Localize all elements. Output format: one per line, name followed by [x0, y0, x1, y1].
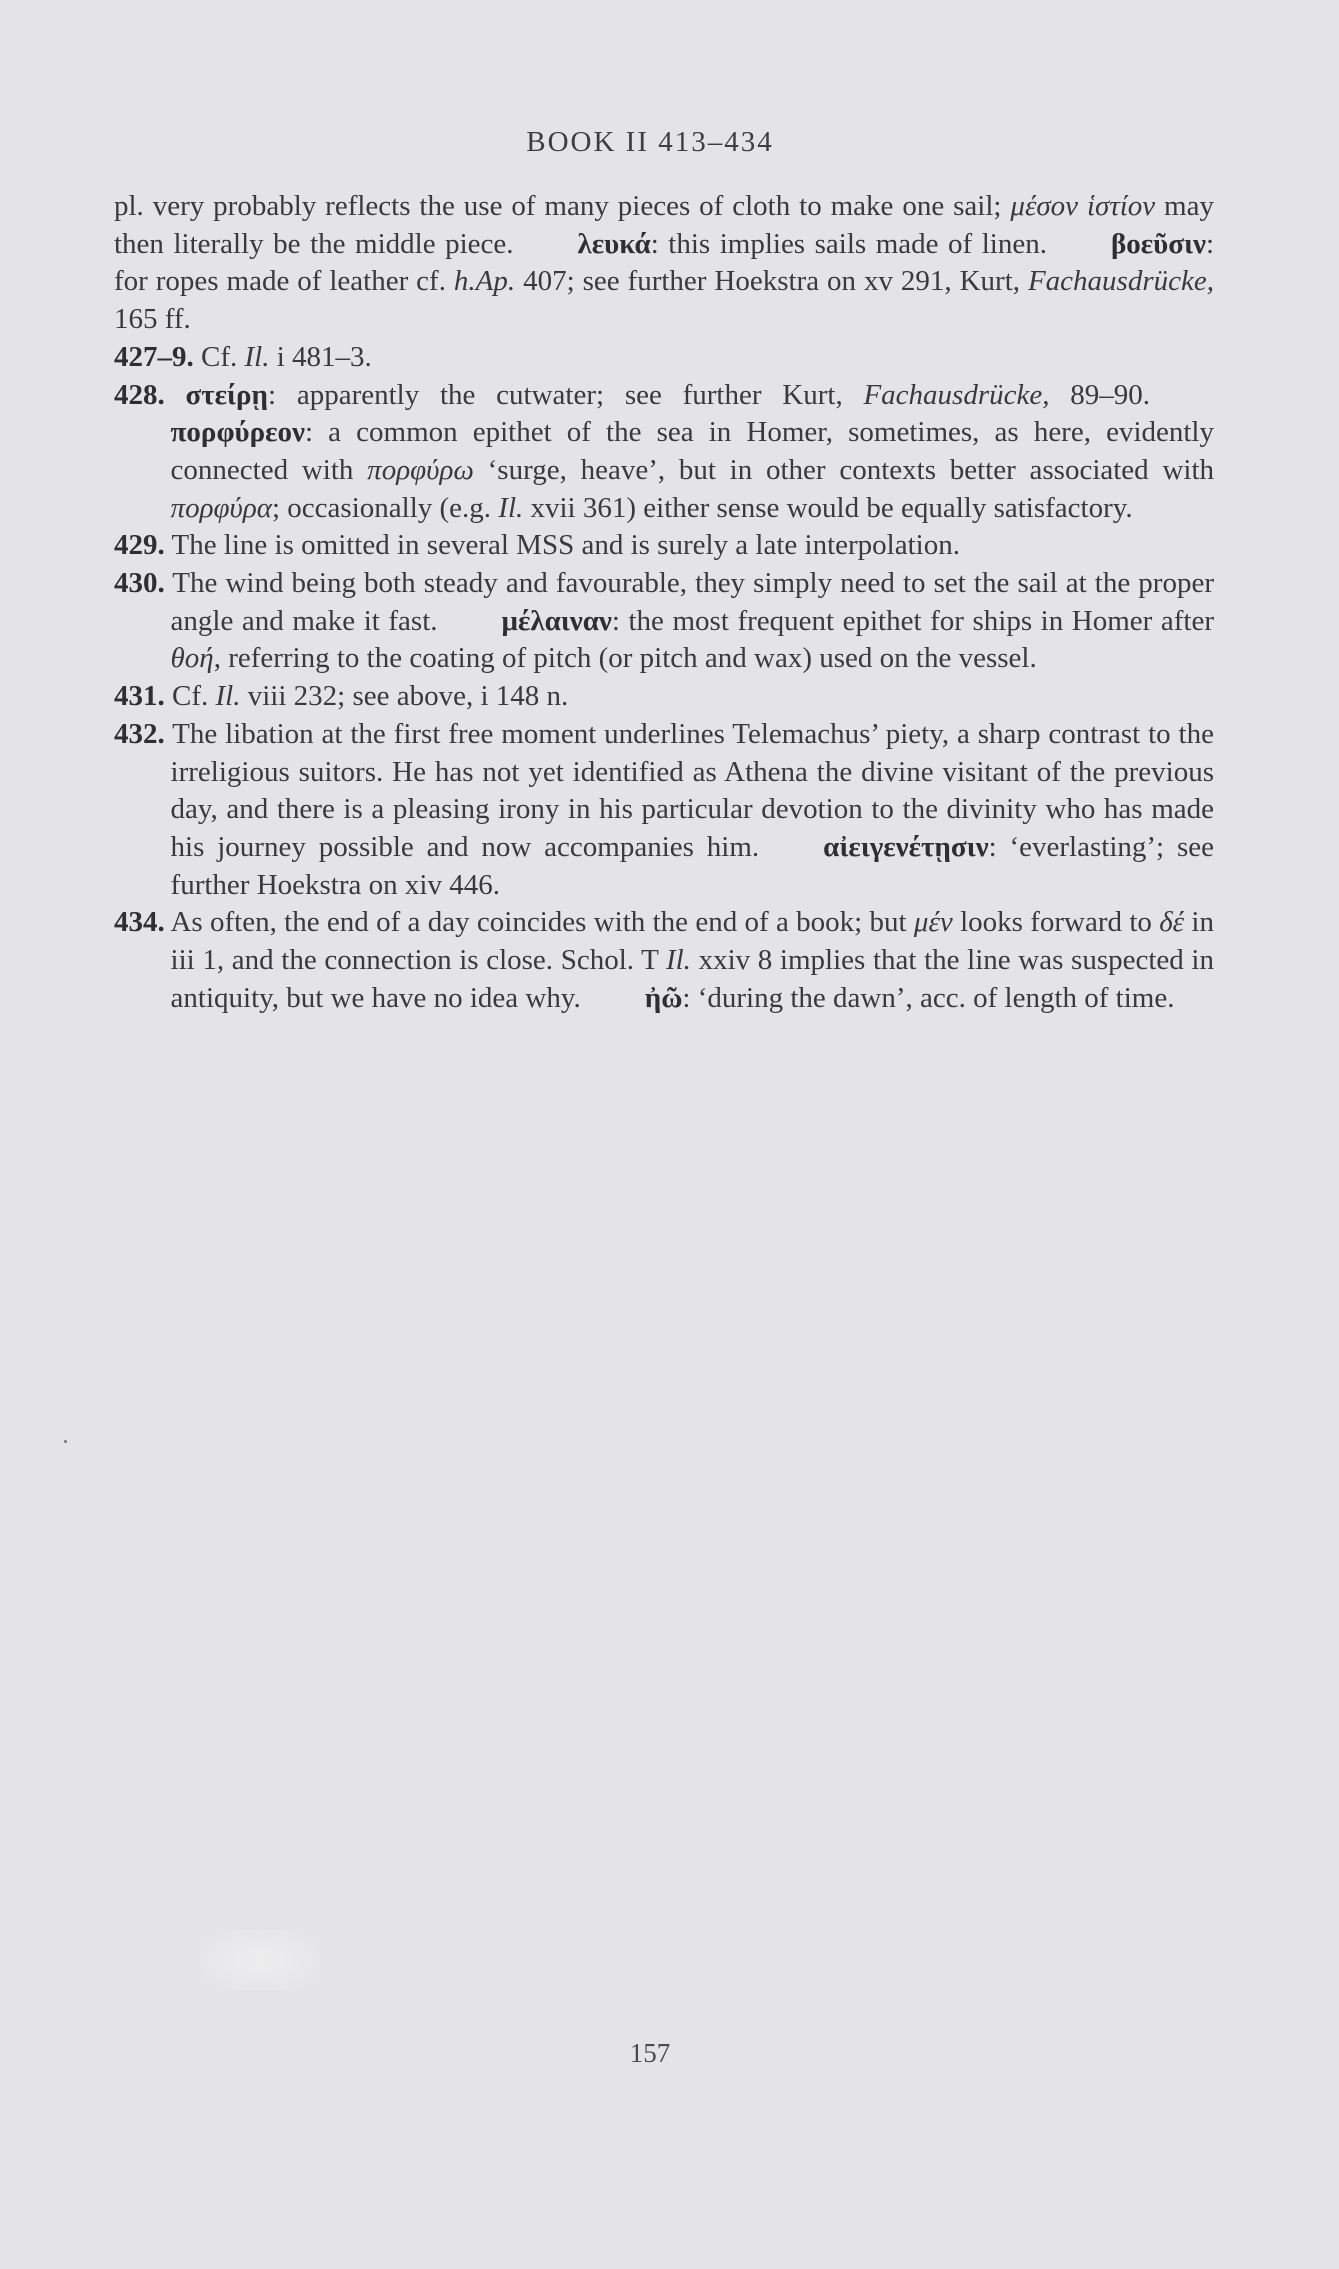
greek-word: πορφύρω: [367, 453, 474, 486]
note-432: 432. The libation at the first free moment underlines Telemachus’ piety, a sharp contrast to the irreligious suitors. He has not yet identified as Athena the divine visitant of the previous day, and there is a pleasing irony in his particular devotion to the divinity who has made his journey possible and now accompanies him. αἰειγενέτῃσιν: ‘everlasting’; see further Hoekstra on xiv 446.: [114, 717, 1214, 901]
page-number: 157: [629, 2038, 671, 2068]
note-number: 434.: [114, 906, 165, 939]
greek-word: θοή: [170, 642, 214, 675]
citation: Il.: [665, 944, 691, 977]
note-number: 430.: [114, 567, 165, 600]
scan-smudge: [200, 1930, 320, 1990]
running-head: BOOK II 413–434: [526, 126, 774, 158]
greek-word: πορφύρα: [170, 491, 272, 524]
note-431: 431. Cf. Il. viii 232; see above, i 148 n.: [114, 680, 569, 713]
note-427: 427–9. Cf. Il. i 481–3.: [114, 340, 372, 373]
scan-speck: [64, 1440, 67, 1443]
note-number: 431.: [114, 680, 165, 713]
lemma: βοεῦσιν: [1110, 227, 1206, 260]
lemma: πορφύρεον: [170, 416, 305, 449]
lemma: μέλαιναν: [501, 604, 612, 637]
greek-phrase: μέσον ἱστίον: [1010, 190, 1156, 222]
note-434: 434. As often, the end of a day coincides with the end of a book; but μέν looks forward to δέ in iii 1, and the connection is close. Schol. T Il. xxiv 8 implies that the line was suspected in antiquity, but we have no idea why. ἠῶ: ‘during the dawn’, acc. of length of time.: [114, 906, 1214, 1014]
note-number: 428.: [114, 378, 165, 411]
lemma: ἠῶ: [644, 981, 683, 1014]
book-title: Fachausdrücke,: [863, 378, 1050, 411]
note-number: 427–9.: [114, 340, 194, 373]
lemma: αἰειγενέτῃσιν: [823, 830, 989, 863]
lemma: λευκά: [577, 227, 651, 260]
note-number: 429.: [114, 529, 165, 562]
greek-word: δέ: [1159, 906, 1185, 939]
lemma: στείρῃ: [185, 378, 269, 411]
note-number: 432.: [114, 717, 165, 750]
citation: Il.: [244, 340, 270, 373]
commentary-body: [114, 188, 1214, 1017]
citation: Il.: [215, 680, 241, 713]
book-title: Fachausdrücke,: [1027, 265, 1214, 298]
note-428: 428. στείρῃ: apparently the cutwater; see further Kurt, Fachausdrücke, 89–90.πορφύρεον: a common epithet of the sea in Homer, sometimes, as here, evidently connected with πορφύρω ‘surge, heave’, but in other contexts better associated with πορφύρα; occasionally (e.g. Il. xvii 361) either sense would be equally satisfactory.: [114, 378, 1214, 524]
greek-word: μέν: [913, 906, 953, 939]
continued-paragraph: pl. very probably reflects the use of many pieces of cloth to make one sail; μέσον ἱστίον may then literally be the middle piece. λευκά: this implies sails made of linen. βοεῦσιν: for ropes made of leather cf. h.Ap. 407; see further Hoekstra on xv 291, Kurt, Fachausdrücke, 165 ff.: [114, 190, 1214, 336]
citation: h.Ap.: [453, 265, 516, 298]
note-430: 430. The wind being both steady and favourable, they simply need to set the sail at the proper angle and make it fast. μέλαιναν: the most frequent epithet for ships in Homer after θοή, referring to the coating of pitch (or pitch and wax) used on the vessel.: [114, 567, 1214, 675]
note-429: 429. The line is omitted in several MSS and is surely a late interpolation.: [114, 529, 960, 562]
citation: Il.: [498, 491, 524, 524]
